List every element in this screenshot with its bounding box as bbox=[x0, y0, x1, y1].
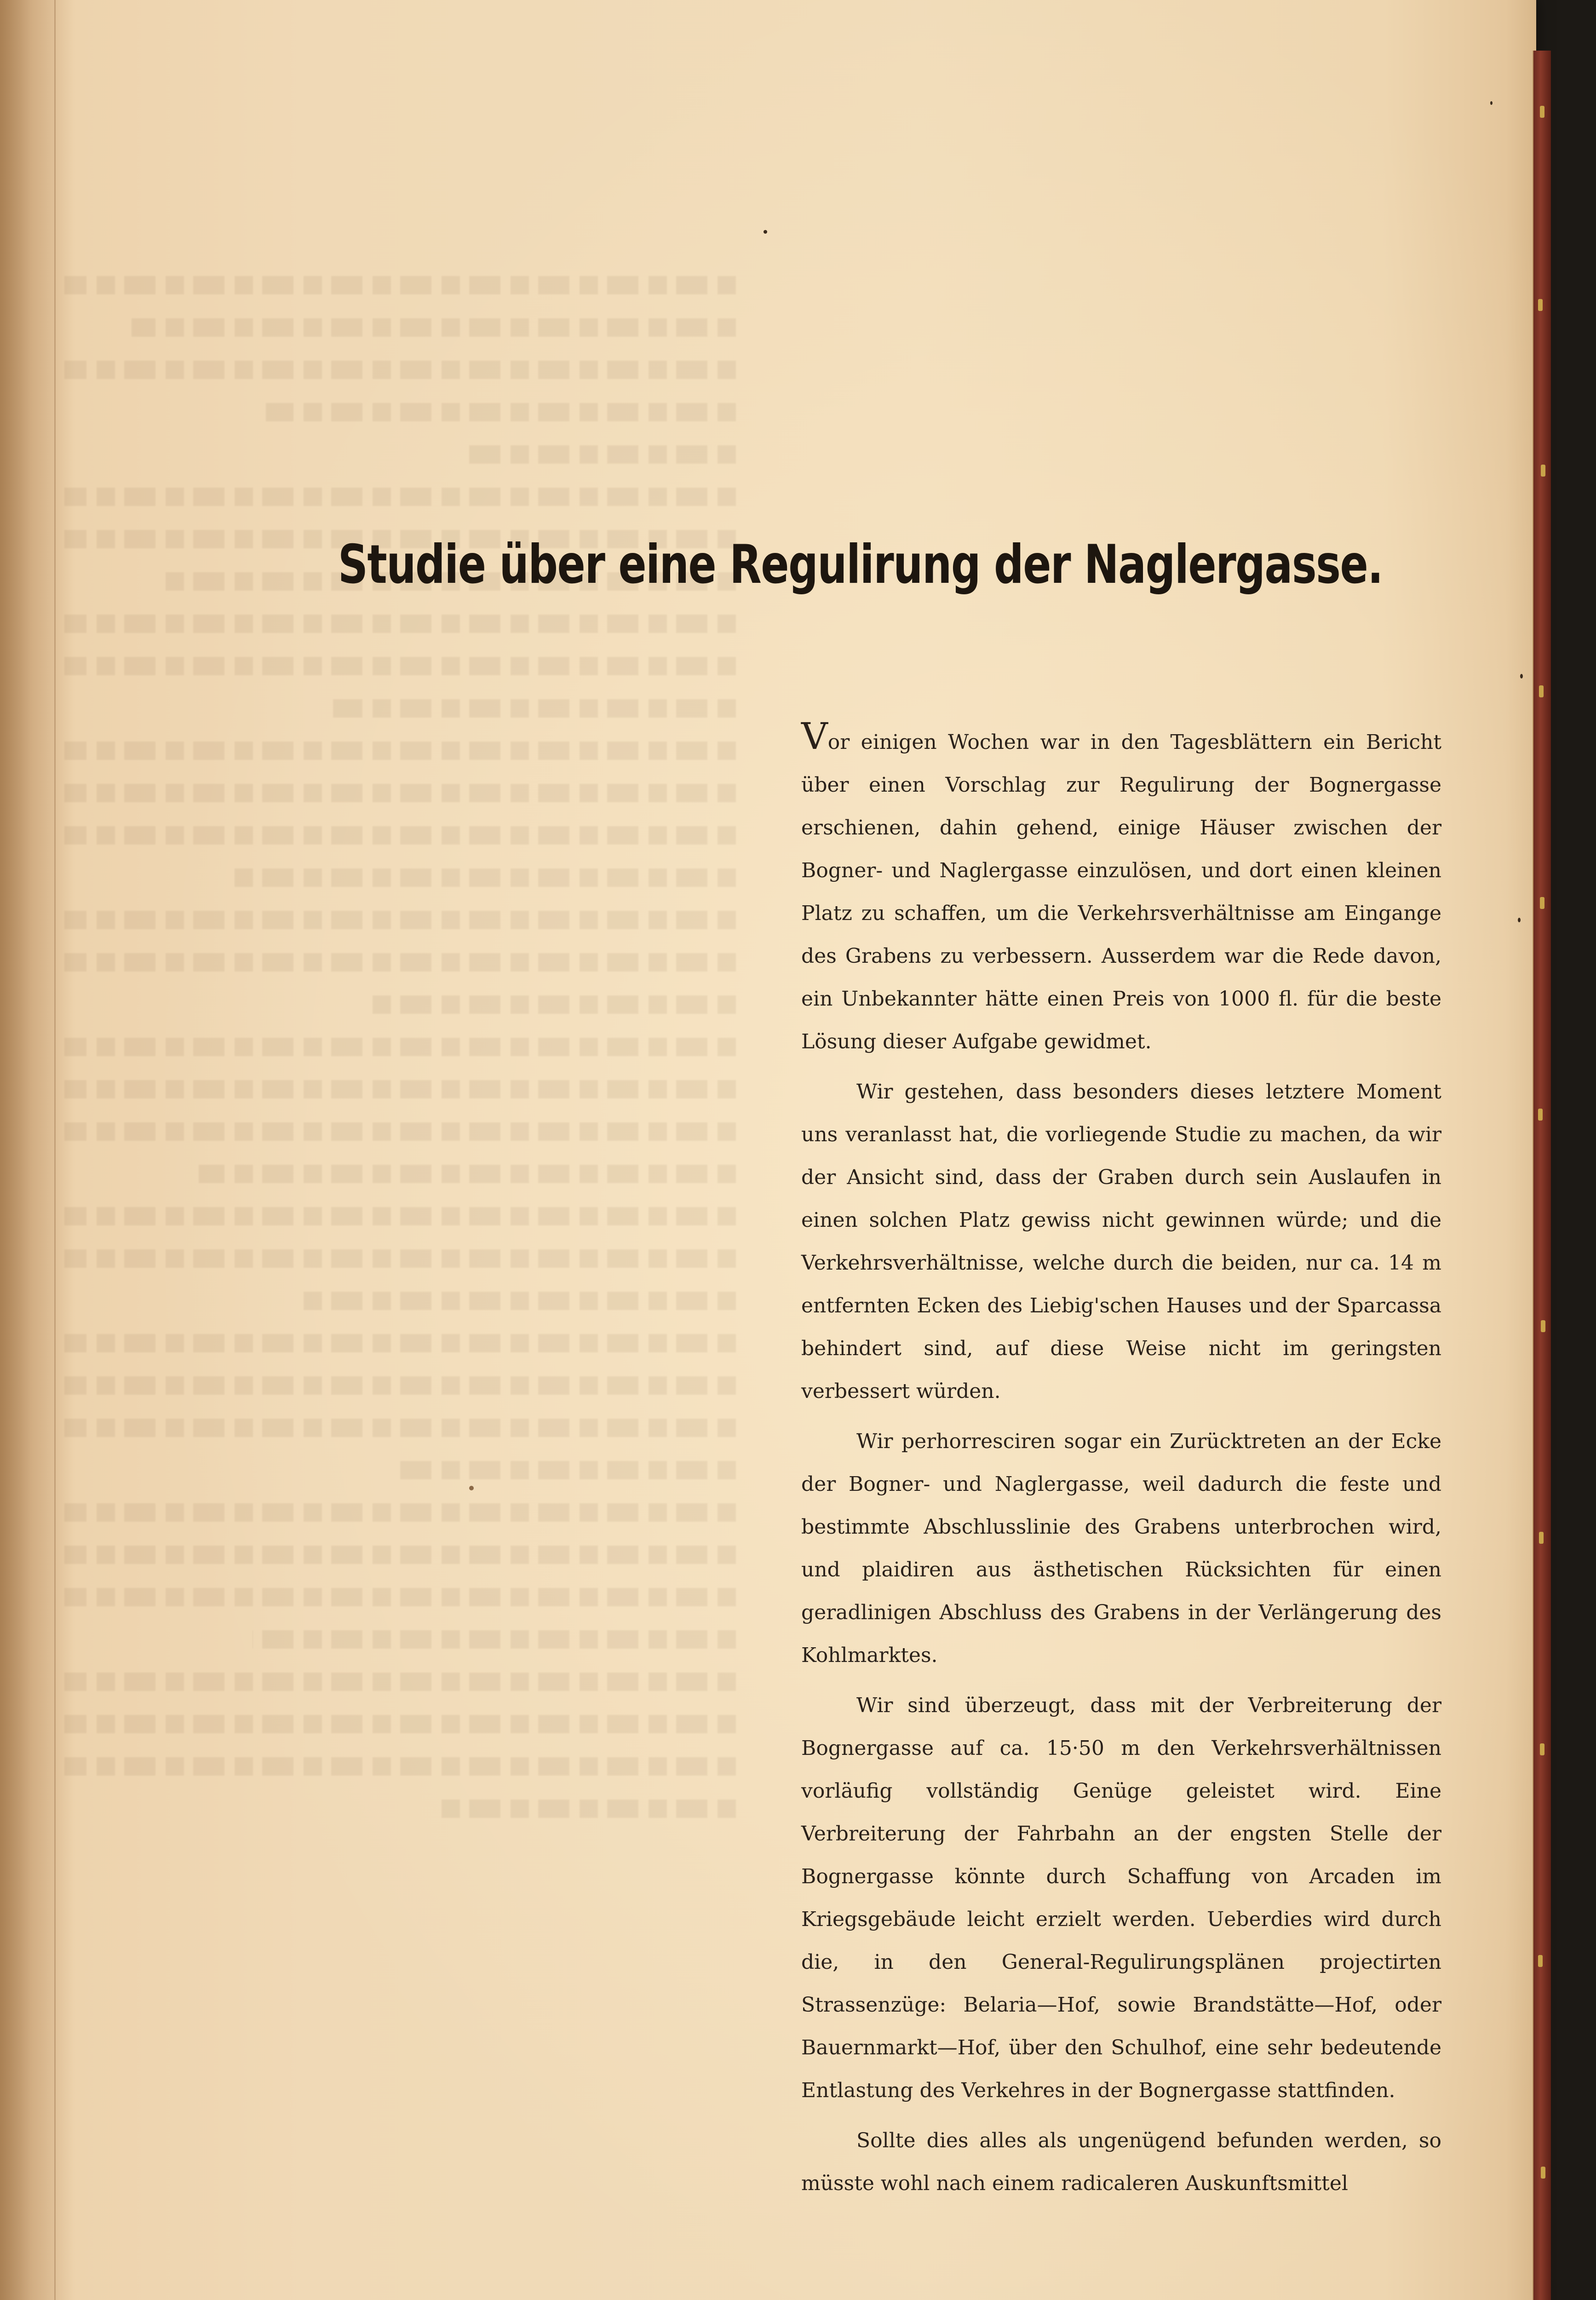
gutter-fold-line bbox=[54, 0, 56, 2300]
page-title: Studie über eine Regulirung der Naglergasse. bbox=[338, 534, 1383, 596]
book-binding-edge bbox=[1533, 51, 1551, 2300]
paragraph: Wir perhorresciren sogar ein Zurücktreten an der Ecke der Bogner- und Naglergasse, weil dadurch die feste und bestimmte Abschlusslinie des Grabens unterbrochen wird, und plaidiren aus ästhetischen Rücksichten für einen geradlinigen Abschluss des Grabens in der Verlängerung des Kohlmarktes. bbox=[801, 1430, 1441, 1667]
paragraph: Sollte dies alles als ungenügend befunden werden, so müsste wohl nach einem radicaleren Auskunftsmittel bbox=[801, 2129, 1441, 2195]
ink-speck bbox=[469, 1486, 474, 1490]
paragraph: Wir sind überzeugt, dass mit der Verbreiterung der Bognergasse auf ca. 15·50 m den Verkehrsverhältnissen vorläufig vollständig Genüge geleistet wird. Eine Verbreiterung der Fahrbahn an der engsten Stelle der Bognergasse könnte durch Schaffung von Arcaden im Kriegsgebäude leicht erzielt werden. Ueberdies wird durch die, in den General-Regulirungsplänen projectirten Strassenzüge: Belaria—Hof, sowie Brandstätte—Hof, oder Bauernmarkt—Hof, über den Schulhof, eine sehr bedeutende Entlastung des Verkehres in der Bognergasse stattfinden. bbox=[801, 1694, 1441, 2102]
binding-gutter-shadow bbox=[0, 0, 74, 2300]
ink-speck bbox=[1490, 101, 1493, 105]
paragraph: Vor einigen Wochen war in den Tagesblättern ein Bericht über einen Vorschlag zur Regulirung der Bognergasse erschienen, dahin gehend, einige Häuser zwischen der Bogner- und Naglergasse einzulösen, und dort einen kleinen Platz zu schaffen, um die Verkehrsverhältnisse am Eingange des Grabens zu verbessern. Ausserdem war die Rede davon, ein Unbekannter hätte einen Preis von 1000 fl. für die beste Lösung dieser Aufgabe gewidmet. bbox=[801, 715, 1441, 1053]
body-text bbox=[801, 715, 1441, 2212]
paragraph: Wir gestehen, dass besonders dieses letztere Moment uns veranlasst hat, die vorliegende Studie zu machen, da wir der Ansicht sind, dass der Graben durch sein Auslaufen in einen solchen Platz gewiss nicht gewinnen würde; und die Verkehrsverhältnisse, welche durch die beiden, nur ca. 14 m entfernten Ecken des Liebig'schen Hauses und der Sparcassa behindert sind, auf diese Weise nicht im geringsten verbessert würden. bbox=[801, 1080, 1441, 1403]
ink-speck bbox=[764, 230, 767, 234]
ink-speck bbox=[1520, 674, 1523, 678]
ink-speck bbox=[1518, 918, 1521, 922]
